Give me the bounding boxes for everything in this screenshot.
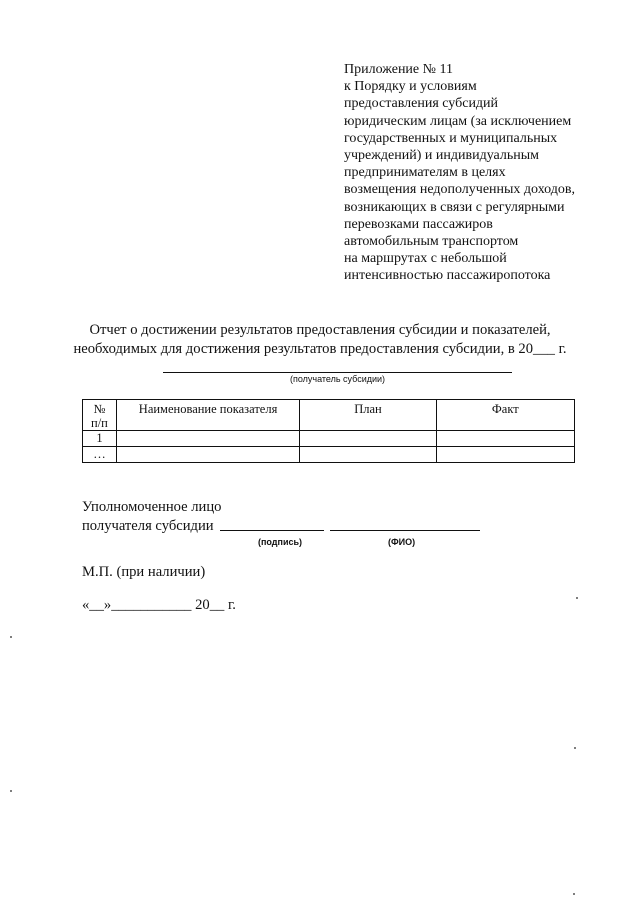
recipient-caption: (получатель субсидии) — [289, 374, 386, 384]
recipient-blank-line — [163, 372, 512, 373]
row-fact — [436, 431, 574, 447]
appendix-header — [344, 61, 634, 285]
row-plan — [300, 447, 436, 463]
header-fact: Факт — [436, 400, 574, 431]
appendix-line: юридическим лицам (за исключением — [344, 113, 572, 129]
report-title-line-2: необходимых для достижения результатов предоставления субсидии, в 20___ г. — [73, 341, 567, 357]
row-number: … — [83, 447, 117, 463]
row-number: 1 — [83, 431, 117, 447]
row-plan — [300, 431, 436, 447]
scan-speck — [576, 597, 578, 599]
full-name-caption: (ФИО) — [388, 537, 416, 547]
appendix-line: государственных и муниципальных — [344, 130, 558, 146]
stamp-label: М.П. (при наличии) — [82, 564, 206, 580]
appendix-line: Приложение № 11 — [344, 62, 453, 77]
appendix-line: предоставления субсидий — [344, 96, 499, 112]
row-indicator-name — [116, 431, 299, 447]
signature-block — [82, 498, 562, 547]
table-row — [83, 447, 575, 463]
indicators-table — [82, 399, 575, 463]
full-name-blank — [330, 530, 480, 531]
table-row — [83, 431, 575, 447]
signature-label-line-2: получателя субсидии — [82, 518, 214, 534]
header-plan: План — [300, 400, 436, 431]
signature-blank — [220, 530, 324, 531]
report-title — [0, 321, 640, 359]
scan-speck — [573, 893, 575, 895]
appendix-line: предпринимателям в целях — [344, 165, 506, 181]
row-indicator-name — [116, 447, 299, 463]
report-title-line-1: Отчет о достижении результатов предоставления субсидии и показателей, — [89, 322, 551, 338]
header-number: № п/п — [83, 400, 117, 431]
appendix-line: возмещения недополученных доходов, — [344, 182, 575, 198]
header-indicator-name: Наименование показателя — [116, 400, 299, 431]
appendix-line: учреждений) и индивидуальным — [344, 148, 540, 164]
appendix-line: автомобильным транспортом — [344, 234, 519, 250]
signature-caption: (подпись) — [258, 537, 303, 547]
table-header-row — [83, 400, 575, 431]
appendix-line: интенсивностью пассажиропотока — [344, 268, 551, 284]
appendix-line: возникающих в связи с регулярными — [344, 199, 565, 215]
scan-speck — [10, 636, 12, 638]
appendix-line: перевозками пассажиров — [344, 216, 493, 232]
appendix-line: на маршрутах с небольшой — [344, 251, 507, 267]
scan-speck — [574, 747, 576, 749]
row-fact — [436, 447, 574, 463]
scan-speck — [10, 790, 12, 792]
date-line: «__»___________ 20__ г. — [82, 597, 236, 613]
signature-label-line-1: Уполномоченное лицо — [82, 499, 222, 515]
appendix-line: к Порядку и условиям — [344, 79, 477, 95]
